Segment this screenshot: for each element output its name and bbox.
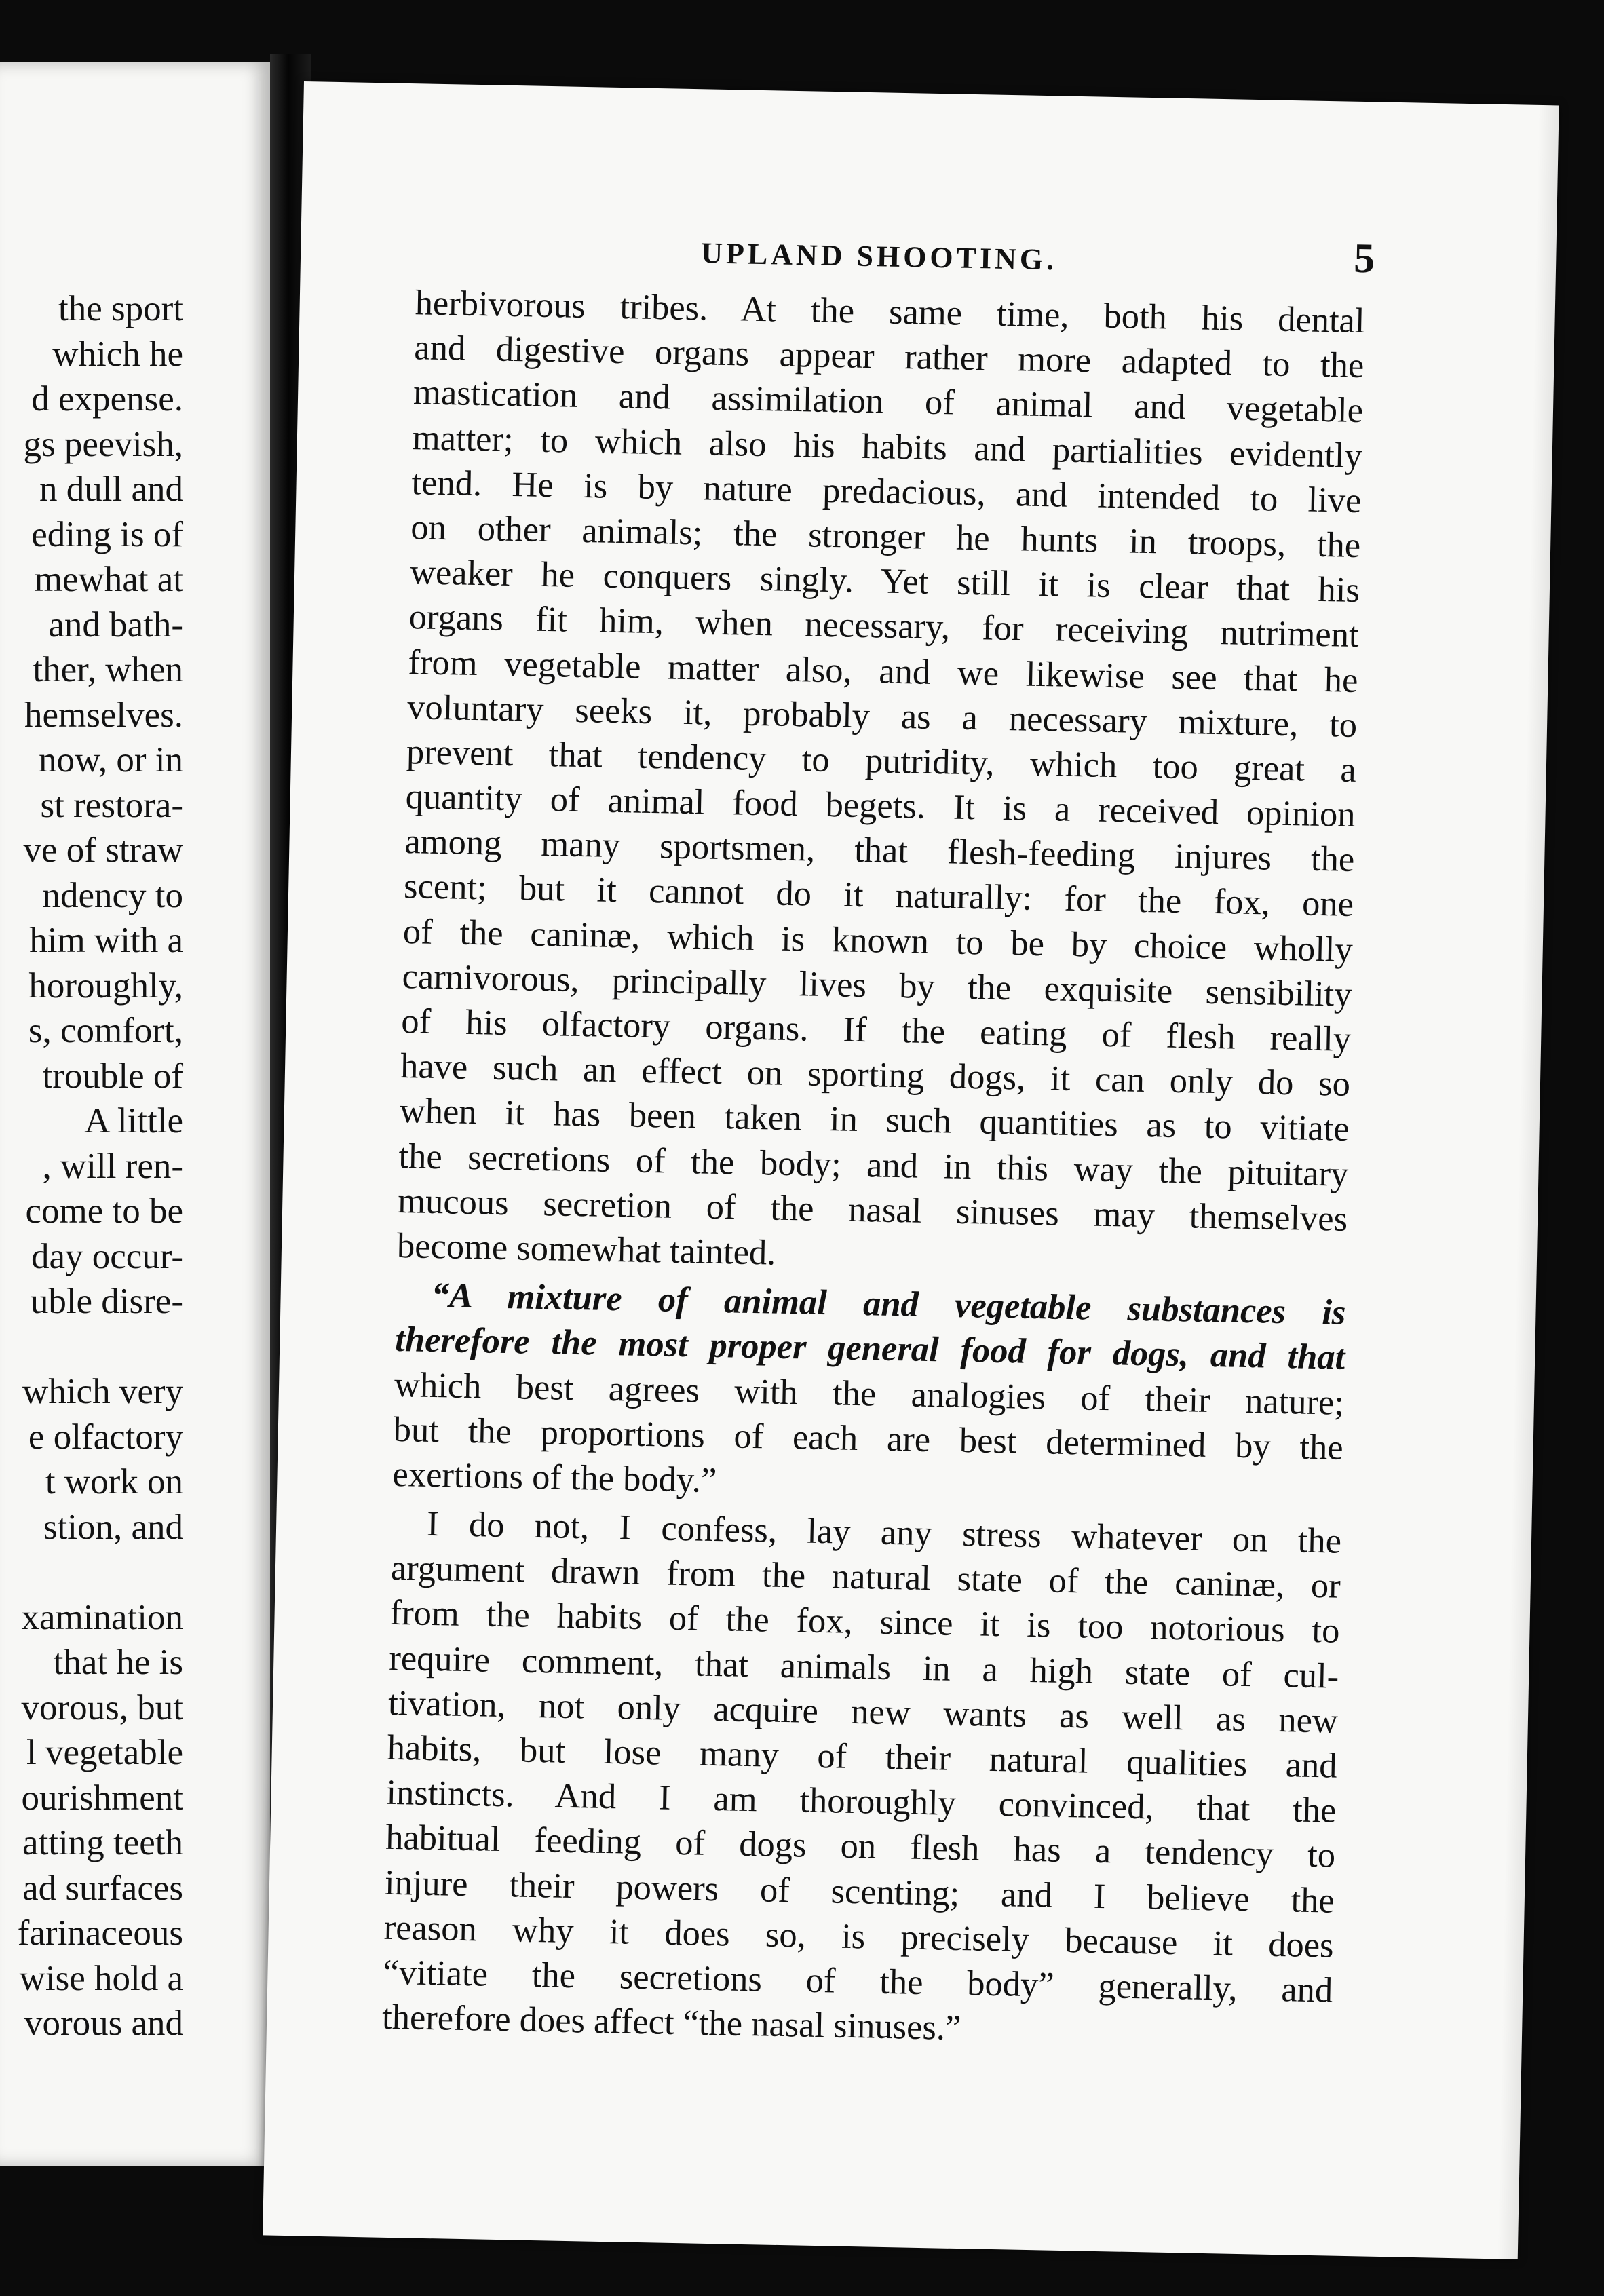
text-line: tend. He is by nature predacious, and intended to live	[411, 462, 1362, 520]
left-page-line: t work on	[45, 1462, 183, 1501]
text-line: the secretions of the body; and in this way the pituitary	[398, 1136, 1349, 1194]
text-line: injure their powers of scenting; and I believe the	[384, 1862, 1335, 1921]
left-page-fragment	[0, 62, 271, 2166]
left-page-line: A little	[84, 1101, 183, 1141]
text-line: “vitiate the secretions of the body” generally, and	[382, 1952, 1333, 2010]
page-edge-shadow	[1497, 105, 1559, 2259]
text-line: of his olfactory organs. If the eating of flesh really	[400, 1001, 1352, 1059]
text-line: organs fit him, when necessary, for receiving nutriment	[408, 597, 1360, 655]
text-line: weaker he conquers singly. Yet still it is clear that his	[409, 552, 1360, 611]
left-page-line: , will ren-	[42, 1146, 183, 1186]
left-page-line: which he	[52, 334, 183, 374]
text-line: from vegetable matter also, and we likewise see that he	[408, 642, 1358, 700]
text-line: become somewhat tainted.	[396, 1225, 776, 1273]
left-page-line: vorous and	[24, 2004, 183, 2043]
left-page-line: trouble of	[42, 1056, 183, 1096]
left-page-line: gs peevish,	[23, 424, 183, 464]
text-line: matter; to which also his habits and partialities evidently	[412, 417, 1363, 476]
text-line: habits, but lose many of their natural qualities and	[387, 1727, 1338, 1786]
left-page-line: farinaceous	[17, 1913, 183, 1953]
text-line: on other animals; the stronger he hunts in troops, the	[410, 508, 1361, 565]
page-number: 5	[1353, 235, 1375, 282]
text-line: I do not, I confess, lay any stress whatever on the	[426, 1504, 1342, 1561]
left-page-line: wise hold a	[19, 1958, 183, 1998]
left-page-line: xamination	[21, 1597, 183, 1637]
left-page-text-column	[0, 286, 271, 2118]
running-head: UPLAND SHOOTING.	[700, 236, 1058, 277]
paragraph	[392, 1272, 1346, 1515]
left-page-line: st restora-	[40, 785, 183, 825]
left-page-line: n dull and	[39, 470, 183, 509]
left-page-line: the sport	[58, 289, 183, 328]
left-page-line: come to be	[25, 1191, 183, 1231]
left-page-line: horoughly,	[28, 965, 183, 1006]
text-line: carnivorous, principally lives by the exquisite sensibility	[402, 956, 1353, 1014]
left-page-line: ndency to	[42, 875, 183, 915]
left-page-line: ther, when	[33, 650, 183, 689]
text-line: habitual feeding of dogs on flesh has a tendency to	[385, 1818, 1336, 1876]
text-line: among many sportsmen, that flesh-feeding injures the	[404, 822, 1355, 880]
left-page-line: ve of straw	[23, 830, 183, 870]
left-page-line: atting teeth	[22, 1823, 183, 1862]
left-page-line: him with a	[29, 921, 183, 960]
text-line: instincts. And I am thoroughly convinced, that the	[386, 1772, 1337, 1831]
left-page-line: e olfactory	[28, 1417, 183, 1457]
paragraph	[396, 280, 1365, 1286]
left-page-line: d expense.	[31, 379, 183, 419]
left-page-line: mewhat at	[34, 560, 183, 599]
text-line: but the proportions of each are best determined by the	[393, 1409, 1344, 1468]
text-line: exertions of the body.”	[392, 1454, 717, 1500]
left-page-line: vorous, but	[21, 1687, 183, 1727]
left-page-line: s, comfort,	[28, 1011, 183, 1050]
text-line: quantity of animal food begets. It is a received opinion	[405, 777, 1356, 835]
text-line: have such an effect on sporting dogs, it can only do so	[400, 1046, 1351, 1105]
text-line: therefore does affect “the nasal sinuses.”	[381, 1997, 961, 2048]
text-line: herbivorous tribes. At the same time, both his dental	[415, 283, 1366, 341]
text-line: require comment, that animals in a high state of cul-	[388, 1638, 1339, 1696]
text-line: and digestive organs appear rather more adapted to the	[413, 328, 1364, 386]
left-page-line: ad surfaces	[22, 1868, 183, 1908]
left-page-line: ourishment	[21, 1778, 183, 1818]
text-line: reason why it does so, is precisely because it does	[383, 1907, 1335, 1966]
text-line: mucous secretion of the nasal sinuses may themselves	[397, 1181, 1348, 1239]
left-page-line: day occur-	[31, 1236, 183, 1276]
right-page	[263, 81, 1559, 2259]
text-line: of the caninæ, which is known to be by choice wholly	[402, 911, 1354, 970]
text-line: therefore the most proper general food for dogs, and that	[394, 1320, 1345, 1378]
left-page-line: that he is	[53, 1643, 183, 1682]
left-page-line: eding is of	[31, 514, 183, 554]
text-line: argument drawn from the natural state of the caninæ, or	[390, 1548, 1341, 1606]
text-line: from the habits of the fox, since it is too notorious to	[389, 1593, 1340, 1651]
text-line: scent; but it cannot do it naturally: for the fox, one	[403, 866, 1354, 925]
left-page-line: stion, and	[43, 1507, 183, 1547]
left-page-line: hemselves.	[24, 695, 183, 735]
left-page-line: uble disre-	[30, 1282, 183, 1321]
paragraph	[382, 1501, 1342, 2058]
text-line: prevent that tendency to putridity, which too great a	[406, 731, 1357, 790]
text-line: when it has been taken in such quantities as to vitiate	[399, 1091, 1350, 1149]
body-text	[382, 280, 1366, 2058]
text-line: which best agrees with the analogies of their nature;	[394, 1364, 1345, 1423]
left-page-line: l vegetable	[26, 1733, 183, 1772]
left-page-line: and bath-	[48, 605, 183, 645]
text-line: tivation, not only acquire new wants as well as new	[387, 1683, 1339, 1741]
text-line: voluntary seeks it, probably as a necessary mixture, to	[406, 687, 1358, 745]
left-page-line: which very	[22, 1372, 183, 1411]
text-line: mastication and assimilation of animal and vegetable	[413, 372, 1364, 431]
left-page-line: now, or in	[39, 740, 183, 780]
text-line: “A mixture of animal and vegetable substances is	[431, 1276, 1346, 1333]
